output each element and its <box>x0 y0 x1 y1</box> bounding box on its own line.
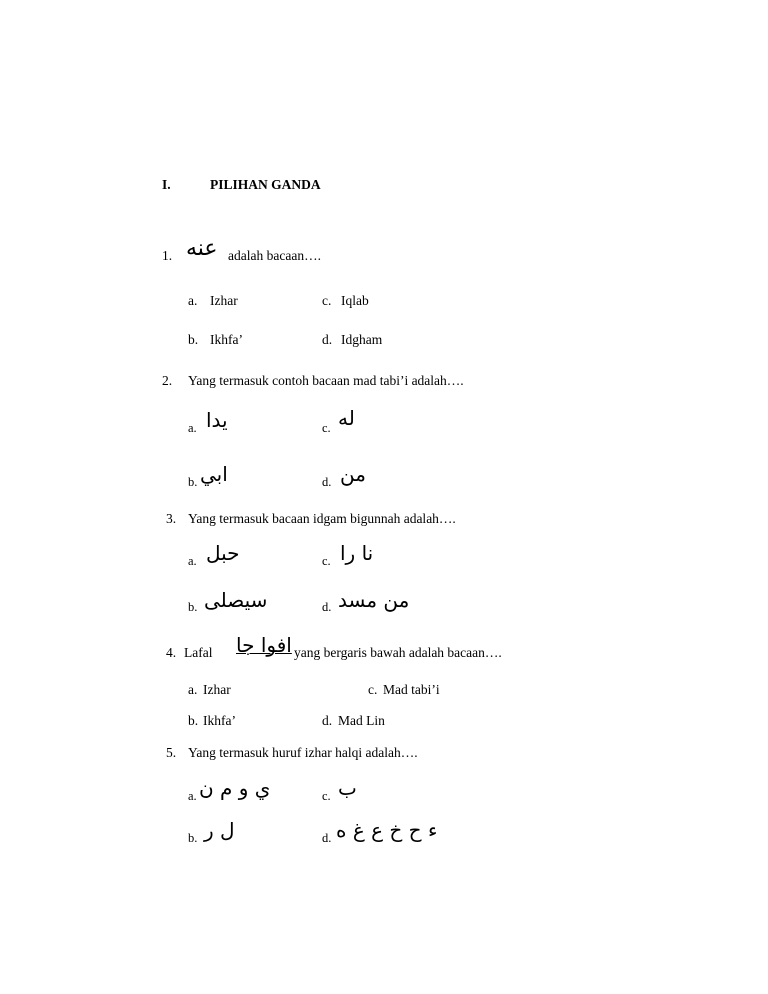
question-5-text: Yang termasuk huruf izhar halqi adalah…. <box>188 745 418 760</box>
q2-option-c: له <box>338 406 355 430</box>
q1-option-b: Ikhfa’ <box>210 332 243 347</box>
q3-option-c-label: c. <box>322 554 331 568</box>
q3-option-c: نا را <box>340 541 374 565</box>
q2-option-b: ابي <box>200 462 228 486</box>
q4-option-c-label: c. <box>368 682 378 697</box>
q1-option-d-label: d. <box>322 332 333 347</box>
q2-option-d: من <box>340 462 366 486</box>
section-number: I. <box>162 177 171 192</box>
question-1-text: adalah bacaan…. <box>228 248 321 263</box>
q5-option-b: ل ر <box>204 818 235 842</box>
question-4-lead: Lafal <box>184 645 213 660</box>
q2-option-a: يدا <box>206 408 228 432</box>
q5-option-d-label: d. <box>322 831 332 845</box>
question-4-arabic-word: افوا جا <box>236 633 292 657</box>
q1-option-d: Idgham <box>341 332 383 347</box>
q2-option-b-label: b. <box>188 475 198 489</box>
question-2-number: 2. <box>162 373 173 388</box>
q1-option-c: Iqlab <box>341 293 369 308</box>
q4-option-b-label: b. <box>188 713 199 728</box>
q3-option-a: حبل <box>206 541 240 565</box>
question-2-text: Yang termasuk contoh bacaan mad tabi’i adalah…. <box>188 373 464 388</box>
section-title: PILIHAN GANDA <box>210 177 321 192</box>
q3-option-a-label: a. <box>188 554 197 568</box>
q5-option-a: ي و م ن <box>199 776 271 800</box>
q3-option-b: سيصلى <box>204 588 268 612</box>
question-3-number: 3. <box>166 511 177 526</box>
q2-option-a-label: a. <box>188 421 197 435</box>
question-1-arabic: عنه <box>186 236 218 261</box>
q4-option-d-label: d. <box>322 713 333 728</box>
q4-option-c: Mad tabi’i <box>383 682 440 697</box>
q4-option-b: Ikhfa’ <box>203 713 236 728</box>
q3-option-d: من مسد <box>338 588 410 612</box>
question-3-text: Yang termasuk bacaan idgam bigunnah adalah…. <box>188 511 456 526</box>
q5-option-a-label: a. <box>188 789 197 803</box>
question-4-number: 4. <box>166 645 177 660</box>
q4-option-a-label: a. <box>188 682 198 697</box>
q3-option-d-label: d. <box>322 600 332 614</box>
q2-option-c-label: c. <box>322 421 331 435</box>
q5-option-b-label: b. <box>188 831 198 845</box>
q5-option-c-label: c. <box>322 789 331 803</box>
question-5-number: 5. <box>166 745 177 760</box>
q1-option-a-label: a. <box>188 293 198 308</box>
q4-option-d: Mad Lin <box>338 713 385 728</box>
q1-option-b-label: b. <box>188 332 199 347</box>
q5-option-c: ب <box>338 776 357 800</box>
q1-option-c-label: c. <box>322 293 332 308</box>
question-1-number: 1. <box>162 248 173 263</box>
q3-option-b-label: b. <box>188 600 198 614</box>
q2-option-d-label: d. <box>322 475 332 489</box>
q5-option-d: ء ح خ ع غ ه <box>336 818 438 842</box>
q1-option-a: Izhar <box>210 293 238 308</box>
q4-option-a: Izhar <box>203 682 231 697</box>
question-4-text: yang bergaris bawah adalah bacaan…. <box>294 645 502 660</box>
